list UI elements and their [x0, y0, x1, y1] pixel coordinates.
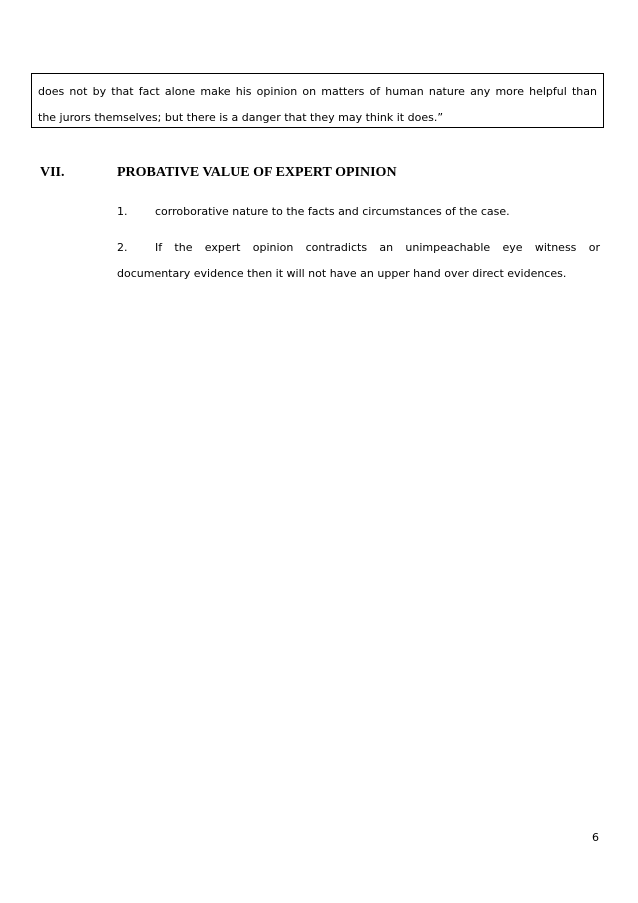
list-item	[117, 235, 600, 287]
list-item	[117, 199, 600, 225]
section-number: VII.	[40, 165, 65, 180]
list-item-text-continued: documentary evidence then it will not have an upper hand over direct evidences.	[117, 267, 567, 280]
list-item-number: 1.	[117, 205, 128, 218]
section-title: PROBATIVE VALUE OF EXPERT OPINION	[117, 165, 397, 180]
list-item-text: If the expert opinion contradicts an unimpeachable eye witness or	[155, 241, 600, 254]
list-item-text: corroborative nature to the facts and circumstances of the case.	[155, 205, 510, 218]
page-number: 6	[592, 831, 599, 844]
quote-box	[31, 73, 604, 128]
quote-line-2: the jurors themselves; but there is a danger that they may think it does.”	[38, 111, 444, 124]
quote-line-1: does not by that fact alone make his opinion on matters of human nature any more helpful than	[38, 85, 597, 98]
list-item-number: 2.	[117, 241, 128, 254]
